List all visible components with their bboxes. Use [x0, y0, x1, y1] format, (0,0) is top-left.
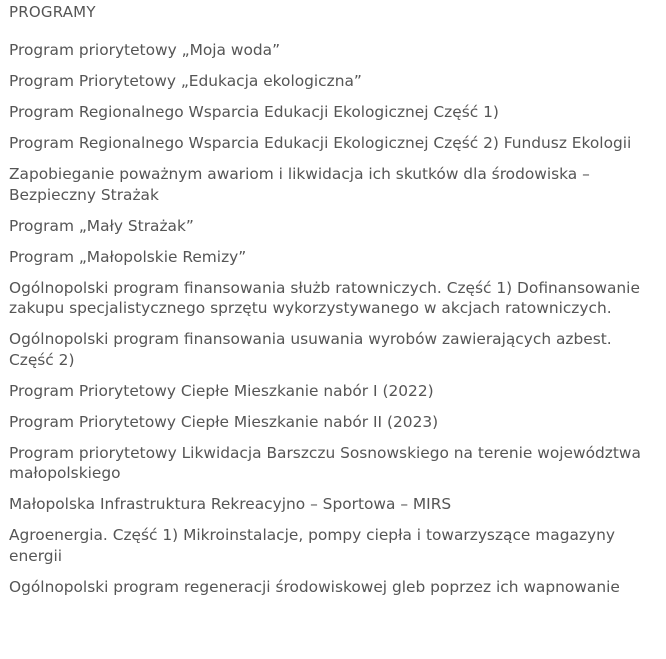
program-link[interactable]: Program Priorytetowy „Edukacja ekologiczna”: [9, 72, 362, 90]
program-list: [9, 40, 659, 608]
program-link[interactable]: Małopolska Infrastruktura Rekreacyjno – Sportowa – MIRS: [9, 495, 452, 513]
program-link[interactable]: Program Regionalnego Wsparcia Edukacji Ekologicznej Część 1): [9, 103, 499, 121]
program-link[interactable]: Program „Małopolskie Remizy”: [9, 247, 247, 266]
program-link[interactable]: Zapobieganie poważnym awariom i likwidacja ich skutków dla środowiska – Bezpieczny Strażak: [9, 165, 590, 204]
program-link[interactable]: Ogólnopolski program regeneracji środowiskowej gleb poprzez ich wapnowanie: [9, 577, 620, 596]
program-link[interactable]: Program „Mały Strażak”: [9, 216, 194, 235]
program-link[interactable]: Program Priorytetowy Ciepłe Mieszkanie nabór II (2023): [9, 412, 439, 431]
program-link[interactable]: Program Priorytetowy Ciepłe Mieszkanie nabór I (2022): [9, 381, 434, 400]
program-link[interactable]: Agroenergia. Część 1) Mikroinstalacje, pompy ciepła i towarzyszące magazyny energii: [9, 526, 615, 565]
program-link[interactable]: Ogólnopolski program finansowania usuwania wyrobów zawierających azbest. Część 2): [9, 330, 612, 369]
program-link[interactable]: Program priorytetowy „Moja woda”: [9, 41, 281, 59]
program-link[interactable]: Ogólnopolski program finansowania służb ratowniczych. Część 1) Dofinansowanie zakupu specjalistycznego sprzętu wykorzystywanego w akcjach ratowniczych.: [9, 278, 640, 317]
program-link[interactable]: Program priorytetowy Likwidacja Barszczu Sosnowskiego na terenie województwa małopolskiego: [9, 443, 641, 482]
program-link[interactable]: Program Regionalnego Wsparcia Edukacji Ekologicznej Część 2) Fundusz Ekologii: [9, 134, 632, 152]
section-title: PROGRAMY: [9, 3, 96, 21]
